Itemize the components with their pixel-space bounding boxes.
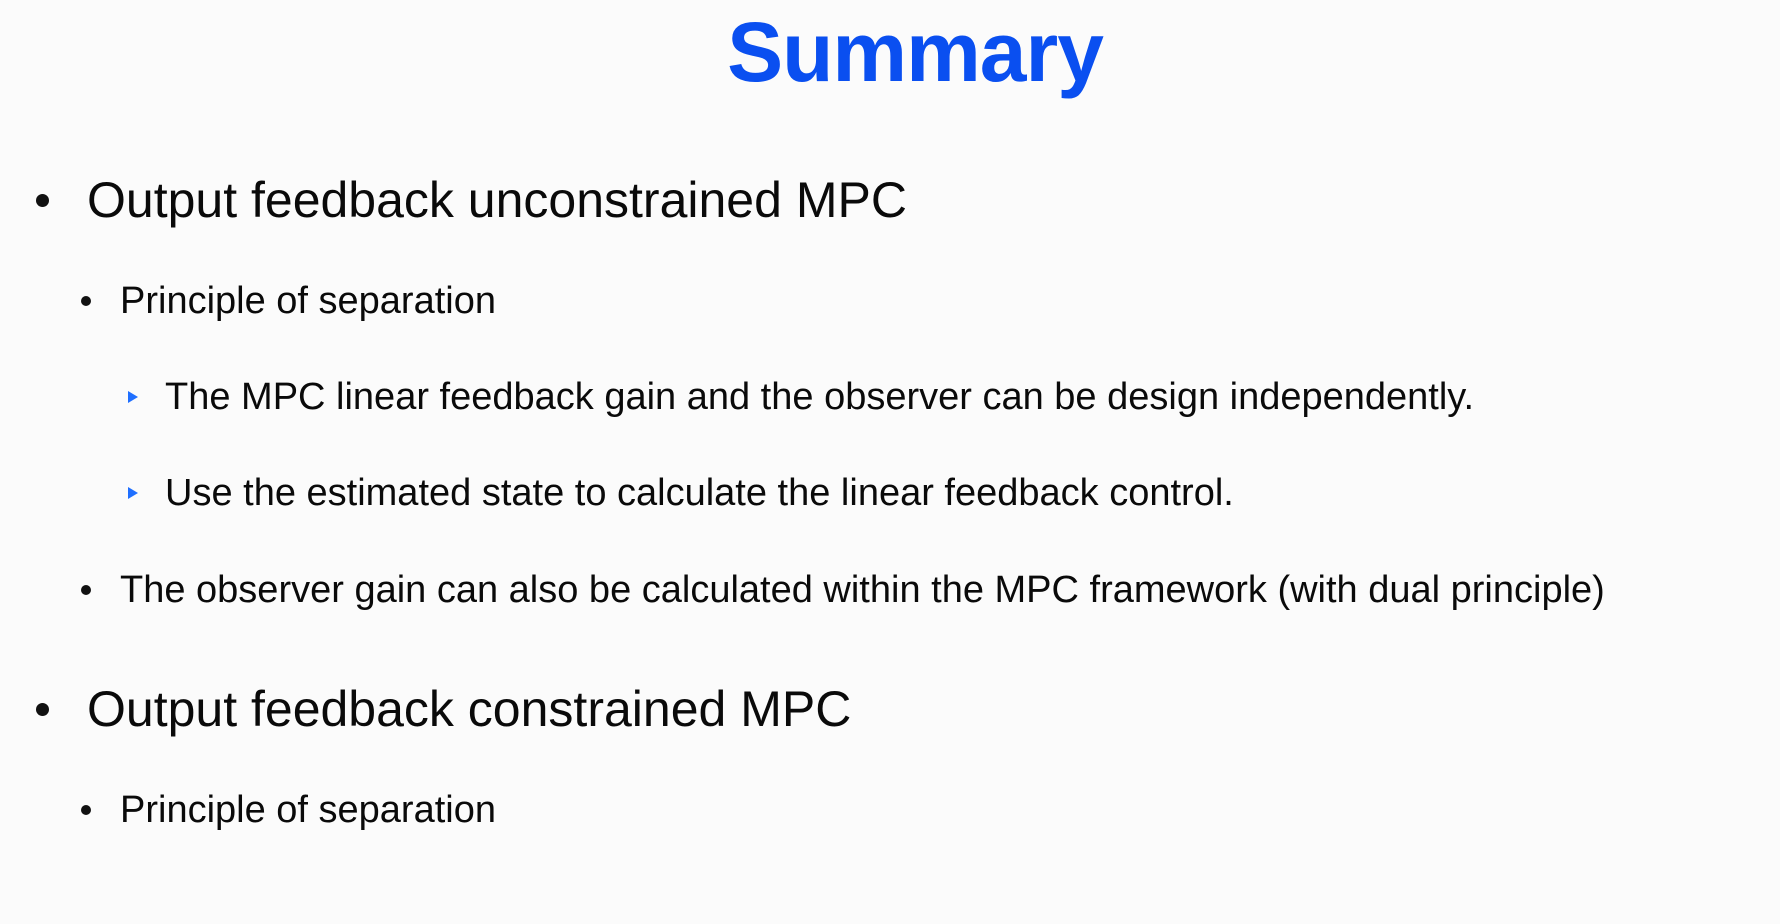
bullet-level3 (128, 374, 1474, 420)
bullet-level3 (128, 470, 1234, 516)
bullet-dot-icon (81, 296, 91, 306)
bullet-level2 (81, 278, 496, 324)
bullet-text: The observer gain can also be calculated within the MPC framework (with dual principle) (120, 569, 1605, 611)
bullet-level1 (36, 679, 851, 739)
bullet-dot-icon (81, 585, 91, 595)
bullet-dot-icon (81, 805, 91, 815)
bullet-dot-icon (36, 703, 49, 716)
bullet-level1 (36, 170, 907, 230)
bullet-text: Use the estimated state to calculate the linear feedback control. (165, 472, 1234, 514)
bullet-text: Principle of separation (120, 280, 496, 322)
bullet-dot-icon (36, 194, 49, 207)
triangle-bullet-icon (128, 487, 138, 499)
bullet-level2 (81, 567, 1605, 613)
slide-title: Summary (727, 5, 1103, 99)
bullet-text: Output feedback unconstrained MPC (87, 172, 907, 228)
bullet-text: Principle of separation (120, 789, 496, 831)
bullet-text: The MPC linear feedback gain and the observer can be design independently. (165, 376, 1475, 418)
triangle-bullet-icon (128, 391, 138, 403)
bullet-text: Output feedback constrained MPC (87, 681, 852, 737)
bullet-level2 (81, 787, 496, 833)
